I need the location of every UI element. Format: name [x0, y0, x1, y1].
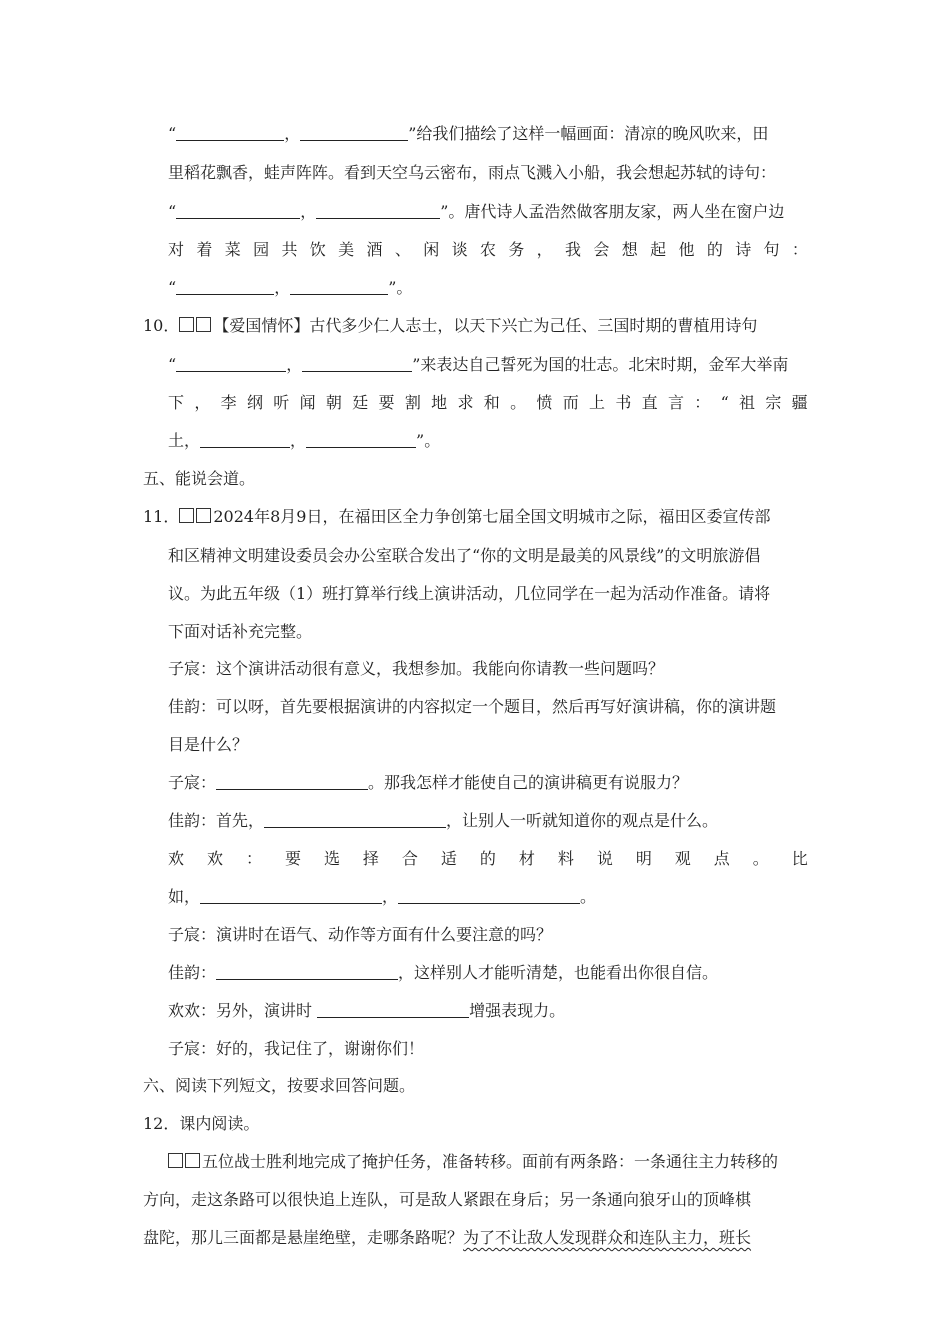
- spaced-char: 点: [713, 849, 730, 868]
- spaced-char: 上: [589, 393, 606, 412]
- spaced-char: 务: [508, 240, 525, 259]
- spaced-char: 祖: [739, 393, 756, 412]
- spaced-char: 疆: [791, 393, 808, 412]
- spaced-char: 菜: [224, 240, 241, 259]
- spaced-char: 要: [284, 849, 301, 868]
- spaced-char: 对: [168, 240, 185, 259]
- q12-passage-line-2: 方向，走这条路可以很快追上连队，可是敌人紧跟在身后；另一条通向狼牙山的顶峰棋: [143, 1190, 752, 1209]
- spaced-char: 园: [253, 240, 270, 259]
- spaced-char: 而: [562, 393, 579, 412]
- spaced-char: 农: [479, 240, 496, 259]
- question-number: 11．: [143, 507, 180, 526]
- answer-blank[interactable]: [290, 272, 388, 295]
- q10-line-4: 土， ， ”。: [168, 421, 808, 461]
- spaced-char: 朝: [325, 393, 342, 412]
- spaced-char: 听: [273, 393, 290, 412]
- spaced-char: 、: [394, 240, 411, 259]
- spaced-char: 和: [483, 393, 500, 412]
- spaced-char: 要: [378, 393, 395, 412]
- spaced-char: 廷: [352, 393, 369, 412]
- q11-line-2: 和区精神文明建设委员会办公室联合发出了“你的文明是最美的风景线”的文明旅游倡: [168, 546, 761, 565]
- dialogue-line-2b: 目是什么？: [168, 735, 249, 754]
- checkbox-icon: [196, 317, 211, 332]
- spaced-char: 选: [323, 849, 340, 868]
- dialogue-line-6: 子宸：演讲时在语气、动作等方面有什么要注意的吗？: [168, 925, 553, 944]
- answer-blank[interactable]: [176, 118, 284, 141]
- answer-blank[interactable]: [200, 425, 290, 448]
- spaced-char: 欢: [206, 849, 223, 868]
- spaced-char: 的: [706, 240, 723, 259]
- dialogue-line-5b: 如， ， 。: [168, 877, 808, 917]
- q12-heading: 12．课内阅读。: [143, 1114, 260, 1133]
- spaced-char: 欢: [168, 849, 185, 868]
- spaced-char: 明: [635, 849, 652, 868]
- dialogue-line-4: 佳韵：首先， ，让别人一听就知道你的观点是什么。: [168, 801, 808, 841]
- spaced-char: 择: [362, 849, 379, 868]
- spaced-char: 会: [593, 240, 610, 259]
- spaced-char: ，: [194, 393, 211, 412]
- answer-blank[interactable]: [316, 196, 440, 219]
- answer-blank[interactable]: [216, 957, 398, 980]
- q10-line-2: “ ， ”来表达自己誓死为国的壮志。北宋时期，金军大举南: [168, 345, 808, 385]
- spaced-char: 诗: [735, 240, 752, 259]
- checkbox-icon: [179, 508, 194, 523]
- spaced-char: 观: [674, 849, 691, 868]
- dialogue-line-8: 欢欢：另外，演讲时 增强表现力。: [168, 991, 808, 1031]
- checkbox-icon: [185, 1153, 200, 1168]
- q9-line-2: 里稻花飘香，蛙声阵阵。看到天空乌云密布，雨点飞溅入小船，我会想起苏轼的诗句：: [168, 163, 777, 182]
- dialogue-line-5: [168, 839, 808, 879]
- spaced-char: 句: [763, 240, 780, 259]
- q10-line-1: 10． 【爱国情怀】古代多少仁人志士，以天下兴亡为己任、三国时期的曹植用诗句: [143, 316, 758, 335]
- spaced-char: 料: [557, 849, 574, 868]
- spaced-char: 合: [401, 849, 418, 868]
- spaced-char: 想: [621, 240, 638, 259]
- q12-passage-line-3: 盘陀，那儿三面都是悬崖绝壁，走哪条路呢？为了不让敌人发现群众和连队主力，班长: [143, 1228, 752, 1247]
- answer-blank[interactable]: [306, 425, 416, 448]
- spaced-char: 。: [752, 849, 769, 868]
- spaced-char: 直: [641, 393, 658, 412]
- answer-blank[interactable]: [398, 881, 580, 904]
- spaced-char: 李: [220, 393, 237, 412]
- q12-passage-line-1: 五位战士胜利地完成了掩护任务，准备转移。面前有两条路：一条通往主力转移的: [168, 1142, 808, 1182]
- spaced-char: 愤: [536, 393, 553, 412]
- answer-blank[interactable]: [302, 349, 412, 372]
- q11-line-1: 11． 2024年8月9日，在福田区全力争创第七届全国文明城市之际，福田区委宣传部: [143, 507, 771, 526]
- spaced-char: 我: [565, 240, 582, 259]
- spaced-char: 的: [479, 849, 496, 868]
- dialogue-line-3: 子宸： 。那我怎样才能使自己的演讲稿更有说服力？: [168, 763, 808, 803]
- spaced-char: 谈: [451, 240, 468, 259]
- checkbox-icon: [196, 508, 211, 523]
- answer-blank[interactable]: [216, 767, 368, 790]
- spaced-char: 宗: [765, 393, 782, 412]
- q10-line-3: [168, 383, 808, 423]
- q9-line-3: “ ， ”。唐代诗人孟浩然做客朋友家，两人坐在窗户边: [168, 192, 808, 232]
- spaced-char: 书: [615, 393, 632, 412]
- spaced-char: ：: [694, 393, 711, 412]
- q9-line-4: [168, 230, 808, 270]
- answer-blank[interactable]: [300, 118, 408, 141]
- spaced-char: 地: [431, 393, 448, 412]
- spaced-char: 求: [457, 393, 474, 412]
- spaced-char: 比: [791, 849, 808, 868]
- checkbox-icon: [179, 317, 194, 332]
- dialogue-line-2a: 佳韵：可以呀，首先要根据演讲的内容拟定一个题目，然后再写好演讲稿，你的演讲题: [168, 697, 777, 716]
- spaced-char: 材: [518, 849, 535, 868]
- spaced-char: 酒: [366, 240, 383, 259]
- answer-blank[interactable]: [176, 349, 286, 372]
- section-6-heading: 六、阅读下列短文，按要求回答问题。: [143, 1076, 416, 1095]
- spaced-char: 割: [404, 393, 421, 412]
- spaced-char: 饮: [309, 240, 326, 259]
- answer-blank[interactable]: [264, 805, 446, 828]
- dialogue-line-1: 子宸：这个演讲活动很有意义，我想参加。我能向你请教一些问题吗？: [168, 659, 665, 678]
- wavy-underlined-sentence: 为了不让敌人发现群众和连队主力，班长: [463, 1228, 752, 1247]
- spaced-char: 美: [338, 240, 355, 259]
- q11-line-3: 议。为此五年级（1）班打算举行线上演讲活动，几位同学在一起为活动作准备。请将: [168, 584, 771, 603]
- spaced-char: 共: [281, 240, 298, 259]
- spaced-char: 他: [678, 240, 695, 259]
- spaced-char: 闲: [423, 240, 440, 259]
- section-5-heading: 五、能说会道。: [143, 469, 256, 488]
- spaced-char: 起: [650, 240, 667, 259]
- spaced-char: 下: [168, 393, 185, 412]
- question-number: 10．: [143, 316, 180, 335]
- spaced-char: 适: [440, 849, 457, 868]
- spaced-char: ，: [536, 240, 553, 259]
- q9-line-1: “ ， ”给我们描绘了这样一幅画面：清凉的晚风吹来，田: [168, 114, 808, 154]
- q9-line-5: “ ， ”。: [168, 268, 808, 308]
- spaced-char: 说: [596, 849, 613, 868]
- spaced-char: “: [720, 393, 729, 412]
- spaced-char: 纲: [246, 393, 263, 412]
- answer-blank[interactable]: [176, 196, 300, 219]
- answer-blank[interactable]: [176, 272, 274, 295]
- answer-blank[interactable]: [200, 881, 382, 904]
- checkbox-icon: [168, 1153, 183, 1168]
- dialogue-line-9: 子宸：好的，我记住了，谢谢你们！: [168, 1039, 425, 1058]
- spaced-char: ：: [245, 849, 262, 868]
- spaced-char: 。: [510, 393, 527, 412]
- dialogue-line-7: 佳韵： ，这样别人才能听清楚，也能看出你很自信。: [168, 953, 808, 993]
- spaced-char: ：: [791, 240, 808, 259]
- spaced-char: 着: [196, 240, 213, 259]
- spaced-char: 闻: [299, 393, 316, 412]
- answer-blank[interactable]: [317, 995, 469, 1018]
- spaced-char: 言: [667, 393, 684, 412]
- q11-line-4: 下面对话补充完整。: [168, 622, 313, 641]
